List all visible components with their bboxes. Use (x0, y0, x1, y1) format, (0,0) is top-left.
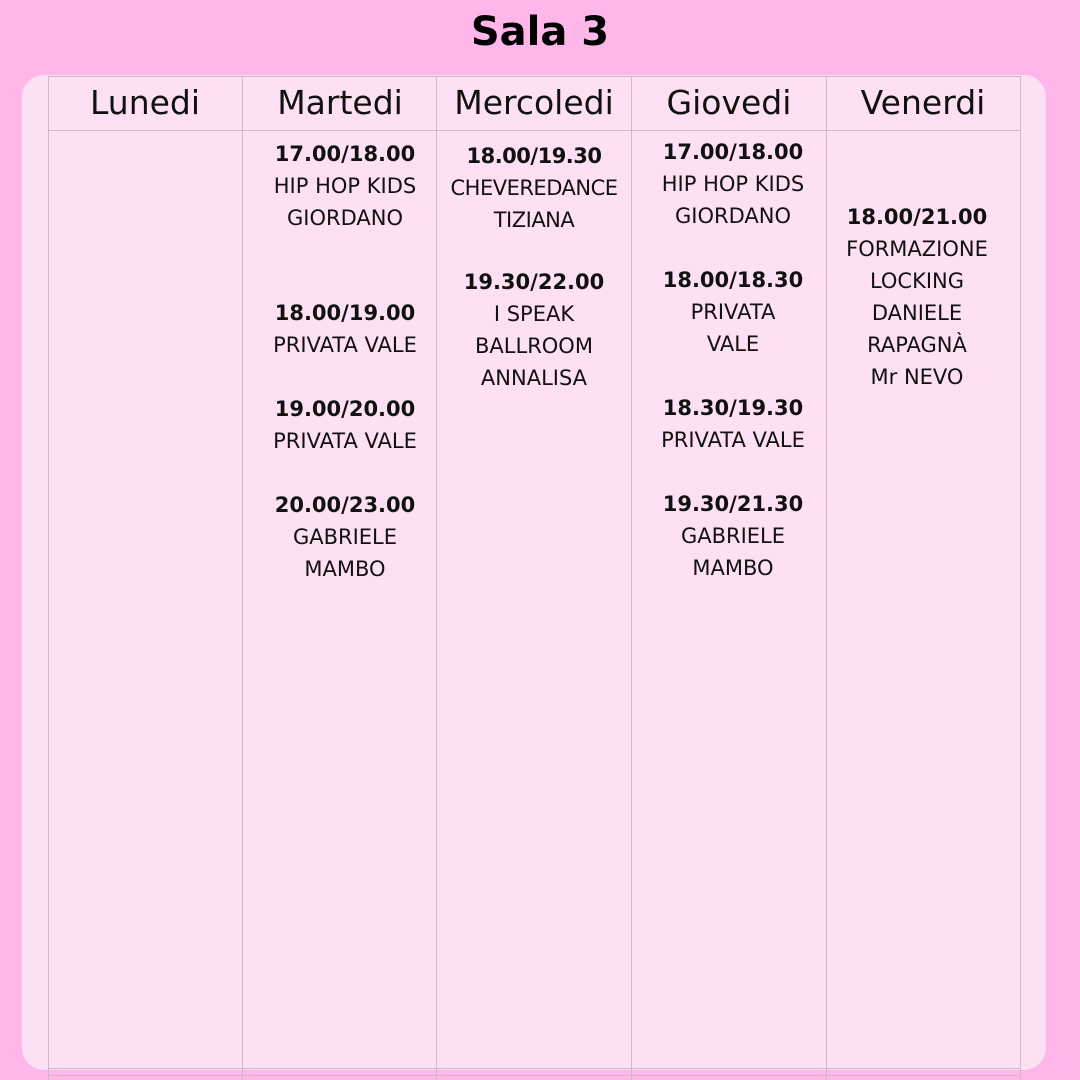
class-slot (636, 488, 830, 584)
slot-line: BALLROOM (475, 334, 593, 358)
slot-line: MAMBO (692, 556, 774, 580)
slot-line: DANIELE (871, 301, 963, 325)
slot-time: 19.30/21.30 (662, 492, 804, 516)
slot-time: 19.00/20.00 (274, 397, 416, 421)
class-slot (248, 393, 442, 457)
slot-time: 18.00/21.00 (846, 205, 988, 229)
slot-time: 18.30/19.30 (662, 396, 804, 420)
slot-line: GIORDANO (675, 204, 791, 228)
class-slot (636, 136, 830, 232)
slot-time: 18.00/19.00 (274, 301, 416, 325)
slot-line: FORMAZIONE (846, 237, 988, 261)
slot-line: PRIVATA VALE (273, 429, 417, 453)
slot-line: GABRIELE (680, 524, 786, 548)
grid-line (48, 130, 1021, 131)
slot-line: MAMBO (304, 557, 386, 581)
slot-time: 17.00/18.00 (274, 142, 416, 166)
grid-line (631, 76, 632, 1080)
class-slot (820, 201, 1014, 393)
slot-line: HIP HOP KIDS (273, 174, 417, 198)
day-header-giovedi: Giovedi (666, 83, 792, 122)
grid-line (48, 1068, 1021, 1069)
slot-line: RAPAGNÀ (867, 333, 967, 357)
class-slot (437, 266, 631, 394)
slot-line: PRIVATA VALE (661, 428, 805, 452)
slot-line: ANNALISA (480, 366, 588, 390)
class-slot (636, 392, 830, 456)
page-title: Sala 3 (470, 9, 610, 55)
class-slot (248, 489, 442, 585)
class-slot (437, 140, 631, 236)
class-slot (248, 138, 442, 234)
day-header-martedi: Martedi (277, 83, 403, 122)
day-header-venerdi: Venerdi (860, 83, 986, 122)
slot-line: Mr NEVO (870, 365, 964, 389)
class-slot (636, 264, 830, 360)
grid-line (48, 1075, 1021, 1076)
slot-line: LOCKING (869, 269, 965, 293)
slot-line: CHEVEREDANCE (450, 176, 618, 200)
slot-time: 18.00/19.30 (466, 144, 602, 168)
slot-line: I SPEAK (493, 302, 575, 326)
slot-line: TIZIANA (493, 208, 575, 232)
grid-line (242, 76, 243, 1080)
slot-time: 20.00/23.00 (274, 493, 416, 517)
slot-line: PRIVATA VALE (273, 333, 417, 357)
day-header-mercoledi: Mercoledi (454, 83, 614, 122)
slot-time: 17.00/18.00 (662, 140, 804, 164)
slot-line: GIORDANO (287, 206, 403, 230)
grid-line (48, 76, 49, 1080)
slot-line: VALE (706, 332, 760, 356)
slot-line: GABRIELE (292, 525, 398, 549)
class-slot (248, 297, 442, 361)
grid-line (1020, 76, 1021, 1080)
slot-line: HIP HOP KIDS (661, 172, 805, 196)
slot-line: PRIVATA (690, 300, 776, 324)
slot-time: 18.00/18.30 (662, 268, 804, 292)
day-header-lunedi: Lunedi (89, 83, 201, 122)
slot-time: 19.30/22.00 (463, 270, 605, 294)
